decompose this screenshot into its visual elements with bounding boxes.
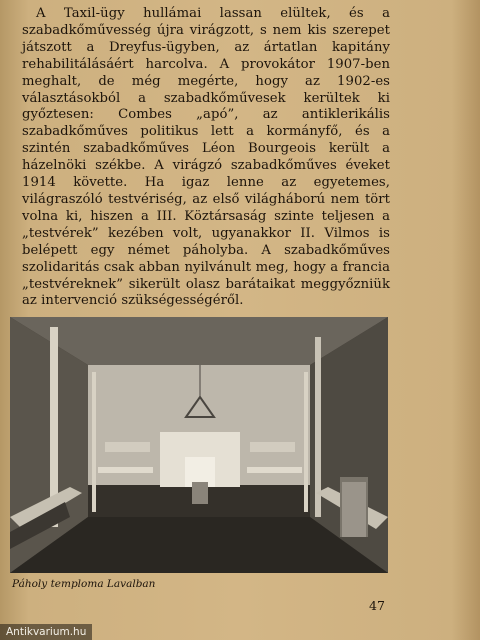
- photo-caption: Páholy temploma Lavalban: [12, 578, 156, 590]
- lodge-temple-photo: [10, 317, 388, 573]
- body-text: [22, 6, 390, 310]
- watermark-logo: Antikvarium.hu: [0, 624, 92, 640]
- body-paragraph: A Taxil-ügy hullámai lassan elültek, és a szabadkőművesség újra virágzott, s nem kis szerepet játszott a Dreyfus-ügyben, az ártatlan kapitány rehabilitálásáért harcolva. A provokátor 1907-ben meghalt, de még megérte, hogy az 1902-es választásokból a szabadkőművesek kerültek ki győztesen: Combes „apó”, az antiklerikális szabadkőműves politikus lett a kormányfő, és a szintén szabadkőműves Léon Bourgeois került a házelnöki székbe. A virágzó szabadkőműves éveket 1914 követte. Ha igaz lenne az egyetemes, világraszóló testvériség, az első világháború nem tört volna ki, hiszen a III. Köztársaság szinte teljesen a „testvérek” kezében volt, ugyanakkor II. Vilmos is belépett egy német páholyba. A szabadkőműves szolidaritás csak abban nyilvánult meg, hogy a francia „testvéreknek” sikerült olasz barátaikat meggyőzniük az intervenció szükségességéről.: [22, 6, 390, 309]
- page-number: 47: [369, 598, 385, 613]
